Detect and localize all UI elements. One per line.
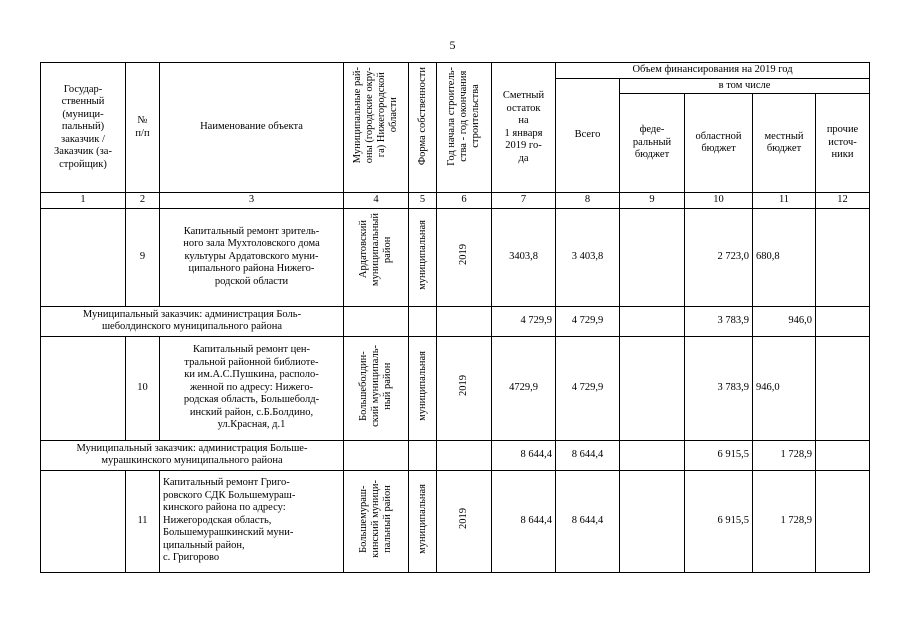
column-number: 3 [160,193,344,209]
customer-group-row [41,440,870,470]
federal-value [620,470,685,572]
ownership: муниципальная [409,336,437,440]
ownership: муниципальная [409,470,437,572]
row-number: 11 [126,470,160,572]
column-number: 6 [437,193,492,209]
row-number: 9 [126,208,160,306]
estimate-value: 8 644,4 [492,470,556,572]
total-value: 4 729,9 [556,306,620,336]
column-number: 8 [556,193,620,209]
header-object-name: Наименование объекта [160,63,344,193]
district [344,306,409,336]
column-number: 7 [492,193,556,209]
object-name: Капитальный ремонт Григо- ровского СДК Большемураш- кинского района по адресу: Нижегородская область, Большемурашкинский муни- ципальный район, с. Григорово [160,470,344,572]
table-row [41,470,870,572]
federal-value [620,208,685,306]
customer-group-row [41,306,870,336]
page-number: 5 [449,38,456,52]
local-value: 680,8 [753,208,816,306]
row-number: 10 [126,336,160,440]
header-ownership: Форма собственности [409,63,437,193]
local-value: 1 728,9 [753,440,816,470]
local-value: 946,0 [753,306,816,336]
construction-years: 2019 [437,336,492,440]
column-number: 4 [344,193,409,209]
construction-years [437,440,492,470]
column-number: 12 [816,193,870,209]
other-value [816,440,870,470]
local-value: 946,0 [753,336,816,440]
ownership: муниципальная [409,208,437,306]
header-financing-title: Объем финансирования на 2019 год [556,63,870,79]
regional-value: 2 723,0 [685,208,753,306]
financing-table [40,62,870,573]
total-value: 4 729,9 [556,336,620,440]
regional-value: 3 783,9 [685,336,753,440]
other-value [816,208,870,306]
regional-value: 3 783,9 [685,306,753,336]
district [344,440,409,470]
header-customer: Государ- ственный (муници- пальный) заказчик / Заказчик (за- стройщик) [41,63,126,193]
construction-years: 2019 [437,470,492,572]
federal-value [620,336,685,440]
header-districts: Муниципальные рай- оны (городские окру- га) Нижегородской области [344,63,409,193]
district: Большемураш- кинский муници- пальный район [344,470,409,572]
district: Ардатовский муниципальный район [344,208,409,306]
customer-group-label: Муниципальный заказчик: администрация Боль- шеболдинского муниципального района [41,306,344,336]
column-number: 2 [126,193,160,209]
federal-value [620,440,685,470]
table-row [41,208,870,306]
object-name: Капитальный ремонт зритель- ного зала Мухтоловского дома культуры Ардатовского муни- ципального района Нижего- родской области [160,208,344,306]
column-number: 9 [620,193,685,209]
header-federal: феде- ральный бюджет [620,94,685,193]
column-numbers-row [41,193,870,209]
header-total: Всего [556,78,620,193]
row-customer-cell [41,336,126,440]
header-other: прочие источ- ники [816,94,870,193]
column-number: 10 [685,193,753,209]
object-name: Капитальный ремонт цен- тральной районной библиоте- ки им.А.С.Пушкина, располо- женной по адресу: Нижего- родская область, Большеболд- инский район, с.Б.Болдино, ул.Красная, д.1 [160,336,344,440]
header-num: № п/п [126,63,160,193]
district: Большеболдин- ский муниципаль- ный район [344,336,409,440]
header-including: в том числе [620,78,870,94]
column-number: 5 [409,193,437,209]
construction-years [437,306,492,336]
regional-value: 6 915,5 [685,470,753,572]
header-local: местный бюджет [753,94,816,193]
row-customer-cell [41,208,126,306]
estimate-value: 4 729,9 [492,306,556,336]
estimate-value: 8 644,4 [492,440,556,470]
total-value: 8 644,4 [556,440,620,470]
row-customer-cell [41,470,126,572]
column-number: 11 [753,193,816,209]
other-value [816,306,870,336]
ownership [409,440,437,470]
customer-group-label: Муниципальный заказчик: администрация Больше- мурашкинского муниципального района [41,440,344,470]
estimate-value: 3403,8 [492,208,556,306]
total-value: 3 403,8 [556,208,620,306]
other-value [816,470,870,572]
estimate-value: 4729,9 [492,336,556,440]
regional-value: 6 915,5 [685,440,753,470]
total-value: 8 644,4 [556,470,620,572]
header-regional: областной бюджет [685,94,753,193]
column-number: 1 [41,193,126,209]
local-value: 1 728,9 [753,470,816,572]
ownership [409,306,437,336]
other-value [816,336,870,440]
header-estimate: Сметный остаток на 1 января 2019 го- да [492,63,556,193]
header-years: Год начала строитель- ства - год окончания строительства [437,63,492,193]
table-row [41,336,870,440]
federal-value [620,306,685,336]
construction-years: 2019 [437,208,492,306]
